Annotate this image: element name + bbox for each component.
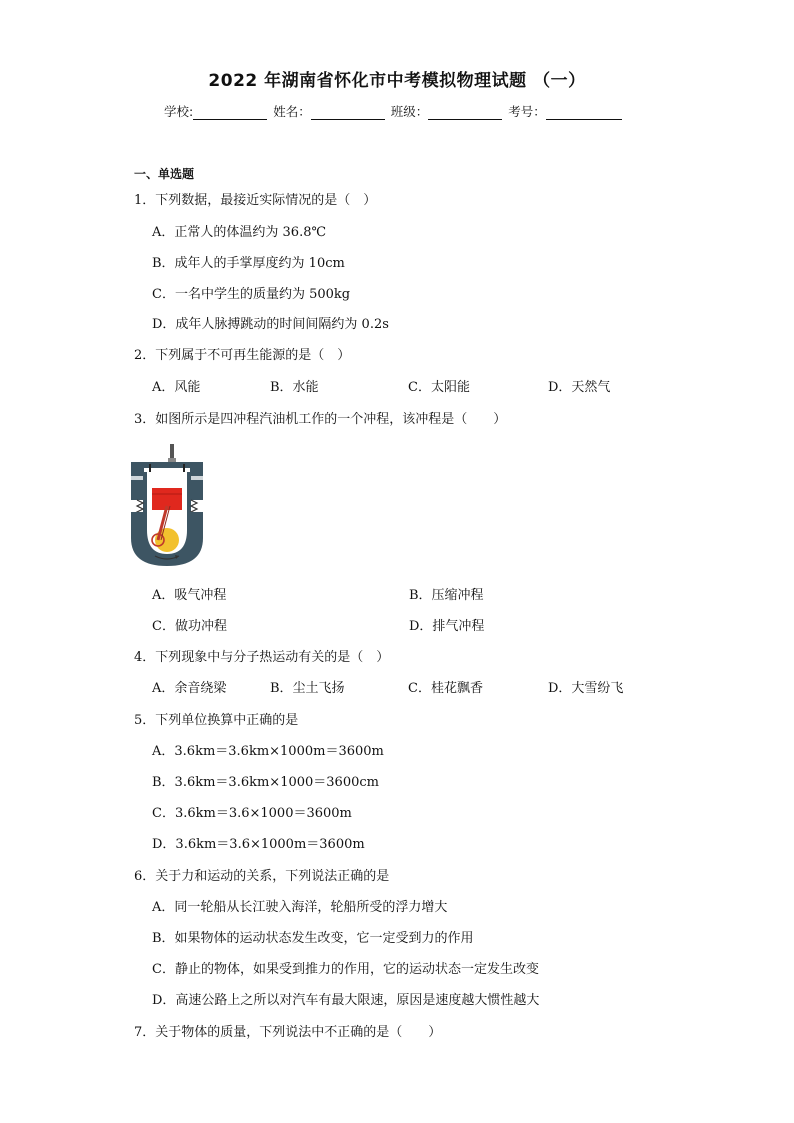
option: B．如果物体的运动状态发生改变，它一定受到力的作用 <box>152 931 474 946</box>
option: D．成年人脉搏跳动的时间间隔约为 0.2s <box>152 317 389 332</box>
option: C．3.6km＝3.6×1000＝3600m <box>152 806 352 821</box>
option: D．大雪纷飞 <box>548 681 624 696</box>
name-label: 姓名： <box>273 104 311 119</box>
option: C．桂花飘香 <box>408 681 483 696</box>
option: B．成年人的手掌厚度约为 10cm <box>152 256 345 271</box>
option: D．3.6km＝3.6×1000m＝3600m <box>152 837 365 852</box>
section-title: 一、单选题 <box>134 167 195 181</box>
option: B．压缩冲程 <box>409 588 484 603</box>
option: C．一名中学生的质量约为 500kg <box>152 287 351 302</box>
option: C．做功冲程 <box>152 619 227 634</box>
option: C．太阳能 <box>408 380 470 395</box>
option: A．吸气冲程 <box>152 588 227 603</box>
option: B．3.6km＝3.6km×1000＝3600cm <box>152 775 379 790</box>
student-info-row <box>164 102 624 120</box>
engine-cylinder-diagram <box>128 442 206 568</box>
spark-plug-icon <box>170 444 174 460</box>
option: C．静止的物体，如果受到推力的作用，它的运动状态一定发生改变 <box>152 962 539 977</box>
option: D．排气冲程 <box>409 619 485 634</box>
option: A．同一轮船从长江驶入海洋，轮船所受的浮力增大 <box>152 900 448 915</box>
page-title: 2022 年湖南省怀化市中考模拟物理试题 （一） <box>208 71 586 91</box>
number-blank[interactable] <box>546 106 622 120</box>
class-blank[interactable] <box>428 106 502 120</box>
option: B．尘土飞扬 <box>270 681 345 696</box>
option: B．水能 <box>270 380 319 395</box>
option: A．余音绕梁 <box>152 681 227 696</box>
option: D．高速公路上之所以对汽车有最大限速，原因是速度越大惯性越大 <box>152 993 540 1008</box>
option: A．风能 <box>152 380 201 395</box>
number-label: 考号： <box>508 104 546 119</box>
option: D．天然气 <box>548 380 611 395</box>
option: A．3.6km＝3.6km×1000m＝3600m <box>152 744 384 759</box>
question-stem: 3．如图所示是四冲程汽油机工作的一个冲程，该冲程是（ ） <box>134 412 507 427</box>
question-stem: 5．下列单位换算中正确的是 <box>134 713 299 728</box>
class-label: 班级： <box>390 104 429 119</box>
name-blank[interactable] <box>311 106 385 120</box>
school-label: 学校: <box>164 104 194 119</box>
question-stem: 4．下列现象中与分子热运动有关的是（ ） <box>134 650 390 665</box>
option: A．正常人的体温约为 36.8℃ <box>152 225 327 240</box>
question-stem: 6．关于力和运动的关系，下列说法正确的是 <box>134 869 390 884</box>
question-stem: 2．下列属于不可再生能源的是（ ） <box>134 348 351 363</box>
question-stem: 1．下列数据，最接近实际情况的是（ ） <box>134 193 377 208</box>
question-stem: 7．关于物体的质量，下列说法中不正确的是（ ） <box>134 1025 442 1040</box>
school-blank[interactable] <box>193 106 267 120</box>
